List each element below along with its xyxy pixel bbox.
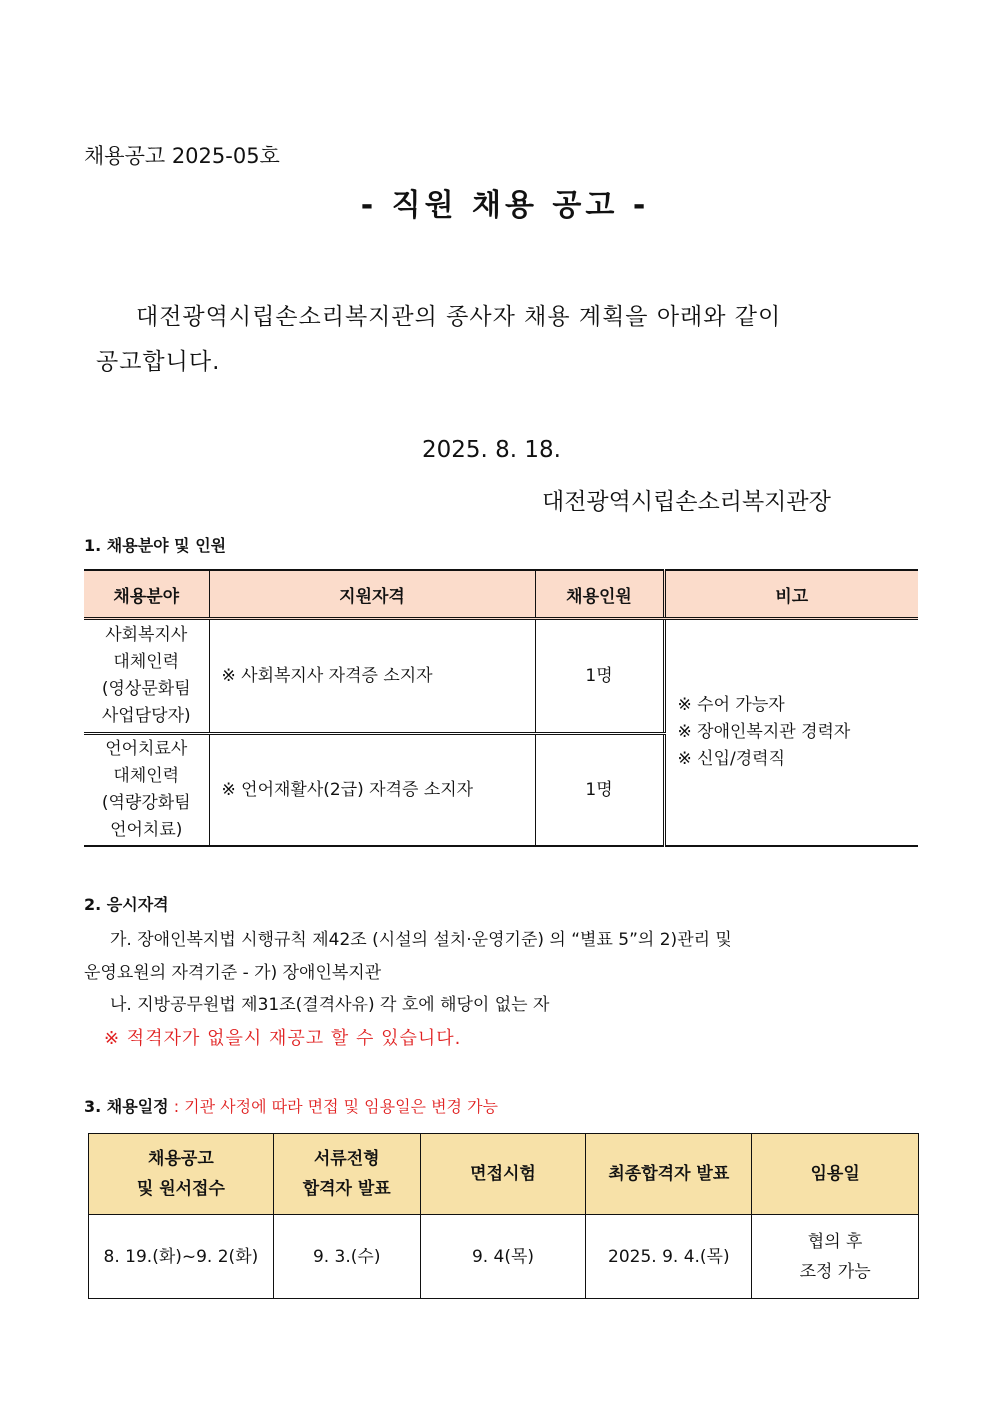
announcement-date: 2025. 8. 18. [422, 437, 561, 463]
document-result-cell: 9. 3.(수) [273, 1215, 420, 1299]
qualification-cell: ※ 언어재활사(2급) 자격증 소지자 [209, 734, 535, 847]
intro-line-2: 공고합니다. [96, 349, 221, 375]
schedule-note: : 기관 사정에 따라 면접 및 임용일은 변경 가능 [168, 1097, 498, 1116]
final-result-cell: 2025. 9. 4.(목) [586, 1215, 752, 1299]
reannouncement-warning: ※ 적격자가 없을시 재공고 할 수 있습니다. [104, 1028, 462, 1049]
application-period-cell: 8. 19.(화)~9. 2(화) [89, 1215, 274, 1299]
field-cell: 언어치료사 대체인력 (역량강화팀 언어치료) [101, 739, 191, 840]
col-header-document-result: 서류전형 합격자 발표 [273, 1134, 420, 1215]
appointment-cell: 협의 후 조정 가능 [752, 1215, 919, 1299]
organization-signature: 대전광역시립손소리복지관장 [542, 489, 831, 515]
schedule-table [88, 1133, 919, 1299]
col-header-field: 채용분야 [84, 570, 209, 619]
col-header-qualification: 지원자격 [209, 570, 535, 619]
page-title: - 직원 채용 공고 - [360, 188, 650, 223]
col-header-appointment: 임용일 [752, 1134, 919, 1215]
field-cell: 사회복지사 대체인력 (영상문화팀 사업담당자) [84, 619, 209, 734]
count-cell: 1명 [535, 734, 664, 847]
eligibility-line-1: 가. 장애인복지법 시행규칙 제42조 (시설의 설치·운영기준) 의 “별표 5”의 2)관리 및 [110, 930, 732, 950]
eligibility-line-3: 나. 지방공무원법 제31조(결격사유) 각 호에 해당이 없는 자 [110, 995, 550, 1015]
section2-heading: 2. 응시자격 [84, 895, 169, 914]
table-row [84, 619, 918, 734]
col-header-application: 채용공고 및 원서접수 [89, 1134, 274, 1215]
qualification-cell: ※ 사회복지사 자격증 소지자 [209, 619, 535, 734]
col-header-remarks: 비고 [664, 570, 918, 619]
eligibility-line-2: 운영요원의 자격기준 - 가) 장애인복지관 [84, 963, 382, 983]
recruitment-table [84, 569, 918, 847]
interview-date-cell: 9. 4(목) [420, 1215, 586, 1299]
section1-heading: 1. 채용분야 및 인원 [84, 536, 227, 555]
intro-line-1: 대전광역시립손소리복지관의 종사자 채용 계획을 아래와 같이 [136, 304, 782, 330]
count-cell: 1명 [535, 619, 664, 734]
col-header-final-result: 최종합격자 발표 [586, 1134, 752, 1215]
col-header-count: 채용인원 [535, 570, 664, 619]
notice-number: 채용공고 2025-05호 [84, 144, 280, 168]
section3-heading: 3. 채용일정 : 기관 사정에 따라 면접 및 임용일은 변경 가능 [84, 1097, 498, 1116]
col-header-interview: 면접시험 [420, 1134, 586, 1215]
table-row [89, 1215, 919, 1299]
remarks-cell: ※ 수어 가능자 ※ 장애인복지관 경력자 ※ 신입/경력직 [664, 619, 918, 847]
